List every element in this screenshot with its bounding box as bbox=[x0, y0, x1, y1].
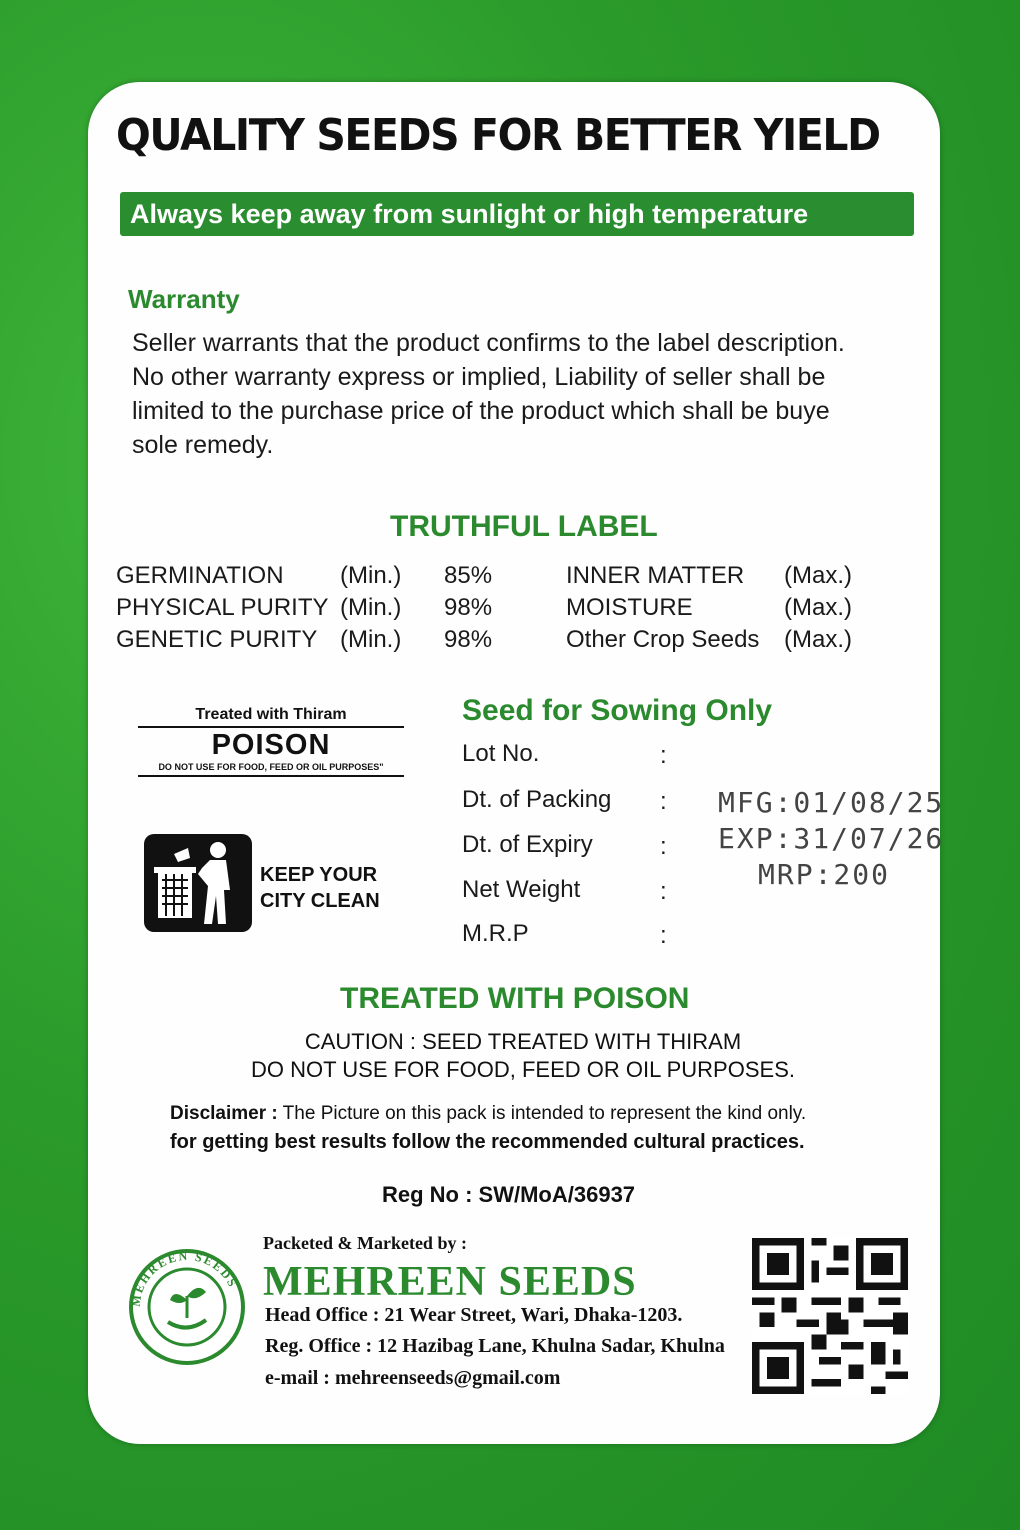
mrp-label: M.R.P bbox=[462, 920, 529, 947]
spec-limit: (Min.) bbox=[340, 626, 402, 653]
mrp-stamp: MRP:200 bbox=[758, 858, 891, 891]
head-office-address: Head Office : 21 Wear Street, Wari, Dhaka-1203. bbox=[265, 1304, 683, 1326]
spec-value: 98% bbox=[444, 594, 493, 621]
disclaimer-text: The Picture on this pack is intended to represent the kind only. bbox=[277, 1103, 807, 1124]
trash-bin-icon bbox=[144, 834, 252, 932]
poison-treated-text: Treated with Thiram bbox=[138, 706, 404, 728]
spec-row bbox=[566, 560, 866, 592]
mrp-colon: : bbox=[660, 922, 667, 949]
poison-word: POISON bbox=[211, 729, 331, 761]
caution-text bbox=[208, 1028, 838, 1084]
warranty-line: limited to the purchase price of the product which shall be buye bbox=[132, 397, 830, 425]
net-weight-label: Net Weight bbox=[462, 876, 581, 903]
poison-note: DO NOT USE FOR FOOD, FEED OR OIL PURPOSES" bbox=[138, 762, 404, 777]
email-address: e-mail : mehreenseeds@gmail.com bbox=[265, 1367, 561, 1389]
warranty-title: Warranty bbox=[128, 284, 240, 314]
caution-line: CAUTION : SEED TREATED WITH THIRAM bbox=[304, 1029, 742, 1054]
spec-name: GERMINATION bbox=[116, 562, 284, 589]
spec-name: PHYSICAL PURITY bbox=[116, 594, 329, 621]
spec-value: 85% bbox=[444, 562, 493, 589]
warranty-line: sole remedy. bbox=[132, 431, 274, 459]
packing-date-colon: : bbox=[660, 788, 667, 815]
spec-row bbox=[566, 624, 866, 656]
seed-packet-label bbox=[88, 82, 945, 1444]
keep-clean-line: CITY CLEAN bbox=[260, 890, 380, 912]
disclaimer bbox=[170, 1100, 910, 1156]
warranty-line: No other warranty express or implied, Liability of seller shall be bbox=[132, 363, 826, 391]
disclaimer-line-1 bbox=[170, 1100, 910, 1128]
spec-limit: (Min.) bbox=[340, 594, 402, 621]
reg-office-address: Reg. Office : 12 Hazibag Lane, Khulna Sadar, Khulna bbox=[265, 1335, 725, 1357]
spec-limit: (Max.) bbox=[784, 562, 852, 589]
lot-no-colon: : bbox=[660, 742, 667, 769]
spec-table-left bbox=[116, 560, 516, 656]
registration-number: Reg No : SW/MoA/36937 bbox=[382, 1182, 636, 1207]
keep-city-clean-text bbox=[260, 862, 380, 914]
headline: QUALITY SEEDS FOR BETTER YIELD bbox=[116, 110, 880, 161]
spec-name: GENETIC PURITY bbox=[116, 626, 318, 653]
exp-date-stamp: EXP:31/07/26 bbox=[718, 822, 945, 855]
sowing-title: Seed for Sowing Only bbox=[462, 694, 773, 727]
warranty-text bbox=[132, 326, 932, 462]
poison-warning-box bbox=[138, 706, 404, 777]
expiry-date-label: Dt. of Expiry bbox=[462, 831, 593, 858]
spec-row bbox=[566, 592, 866, 624]
truthful-label-title: TRUTHFUL LABEL bbox=[390, 510, 658, 543]
qr-code-icon bbox=[752, 1238, 908, 1394]
logo-ring-text: MEHREEN SEEDS bbox=[128, 1248, 241, 1308]
spec-name: Other Crop Seeds bbox=[566, 626, 760, 653]
spec-table-right bbox=[566, 560, 866, 656]
mehreen-seeds-logo bbox=[128, 1248, 246, 1366]
keep-clean-line: KEEP YOUR bbox=[260, 864, 378, 886]
spec-name: MOISTURE bbox=[566, 594, 693, 621]
warranty-line: Seller warrants that the product confirms to the label description. bbox=[132, 329, 845, 357]
spec-limit: (Max.) bbox=[784, 626, 852, 653]
company-name: MEHREEN SEEDS bbox=[263, 1259, 637, 1305]
packing-date-label: Dt. of Packing bbox=[462, 786, 612, 813]
spec-row bbox=[116, 624, 516, 656]
spec-name: INNER MATTER bbox=[566, 562, 745, 589]
spec-limit: (Min.) bbox=[340, 562, 402, 589]
spec-row bbox=[116, 592, 516, 624]
spec-limit: (Max.) bbox=[784, 594, 852, 621]
spec-value: 98% bbox=[444, 626, 493, 653]
disclaimer-label: Disclaimer : bbox=[170, 1103, 278, 1124]
expiry-date-colon: : bbox=[660, 833, 667, 860]
net-weight-colon: : bbox=[660, 878, 667, 905]
mfg-date-stamp: MFG:01/08/25 bbox=[718, 786, 945, 819]
lot-no-label: Lot No. bbox=[462, 740, 540, 767]
packeted-by-label: Packeted & Marketed by : bbox=[263, 1233, 467, 1253]
disclaimer-line-2: for getting best results follow the recommended cultural practices. bbox=[170, 1131, 805, 1153]
treated-with-poison-title: TREATED WITH POISON bbox=[340, 982, 690, 1015]
caution-line: DO NOT USE FOR FOOD, FEED OR OIL PURPOSES. bbox=[251, 1057, 795, 1082]
sunlight-warning-banner: Always keep away from sunlight or high temperature bbox=[120, 192, 914, 236]
spec-row bbox=[116, 560, 516, 592]
